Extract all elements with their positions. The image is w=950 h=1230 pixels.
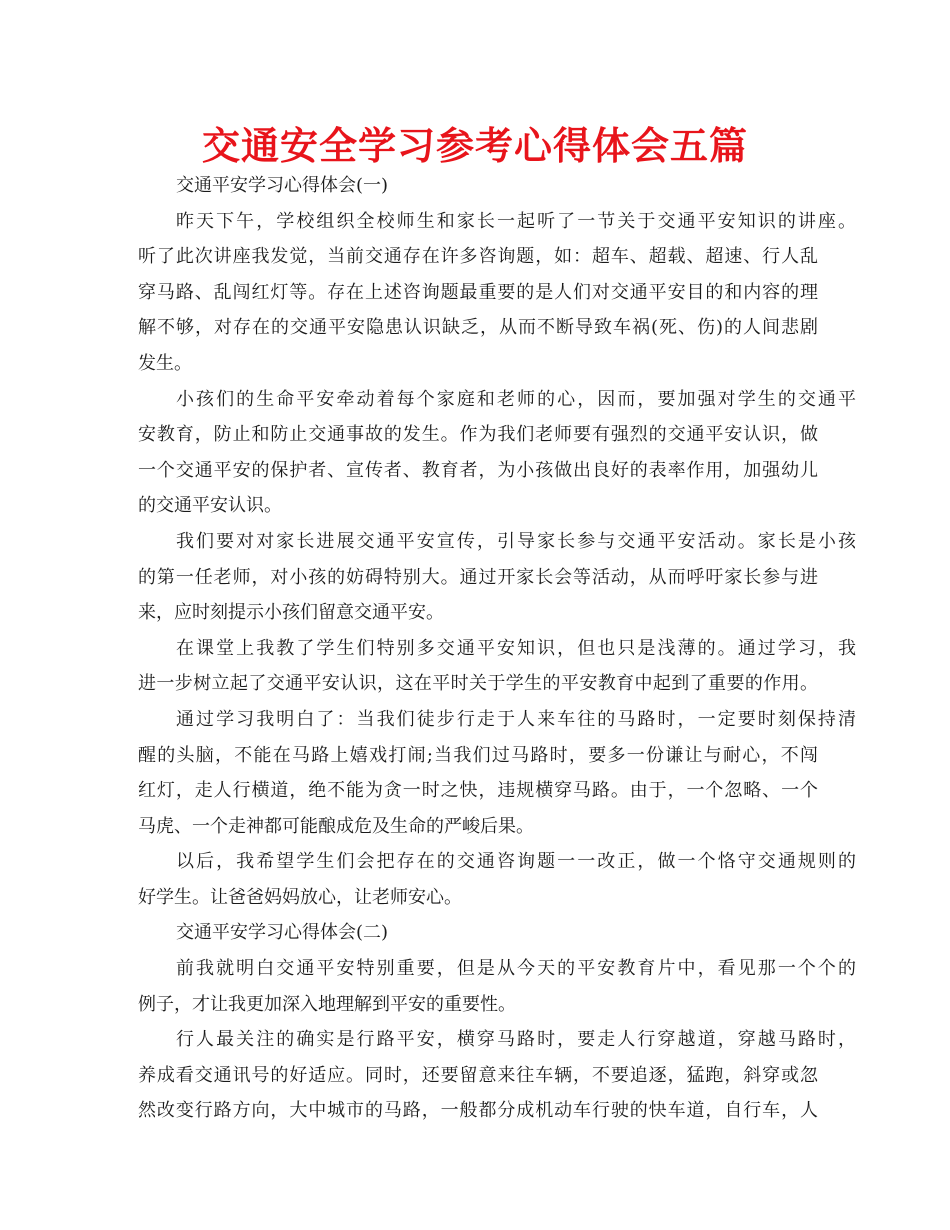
text-line: 在课堂上我教了学生们特别多交通平安知识，但也只是浅薄的。通过学习，我	[176, 637, 856, 659]
text-line: 然改变行路方向，大中城市的马路，一般都分成机动车行驶的快车道，自行车，人	[138, 1100, 818, 1122]
text-line: 的交通平安认识。	[138, 495, 282, 517]
text-line: 以后，我希望学生们会把存在的交通咨询题一一改正，做一个恪守交通规则的	[176, 851, 856, 873]
text-line: 穿马路、乱闯红灯等。存在上述咨询题最重要的是人们对交通平安目的和内容的理	[138, 281, 818, 303]
text-line: 发生。	[138, 352, 192, 374]
text-line: 我们要对对家长进展交通平安宣传，引导家长参与交通平安活动。家长是小孩	[176, 530, 856, 552]
text-line: 听了此次讲座我发觉，当前交通存在许多咨询题，如：超车、超载、超速、行人乱	[138, 246, 818, 268]
text-line: 好学生。让爸爸妈妈放心，让老师安心。	[138, 886, 462, 908]
text-line: 昨天下午，学校组织全校师生和家长一起听了一节关于交通平安知识的讲座。	[176, 210, 856, 232]
text-line: 交通平安学习心得体会(一)	[176, 175, 389, 196]
text-line: 一个交通平安的保护者、宣传者、教育者，为小孩做出良好的表率作用，加强幼儿	[138, 459, 818, 481]
text-line: 安教育，防止和防止交通事故的发生。作为我们老师要有强烈的交通平安认识，做	[138, 424, 818, 446]
text-line: 进一步树立起了交通平安认识，这在平时关于学生的平安教育中起到了重要的作用。	[138, 673, 818, 695]
text-line: 通过学习我明白了：当我们徒步行走于人来车往的马路时，一定要时刻保持清	[176, 708, 856, 730]
document-body	[138, 168, 856, 1129]
text-line: 行人最关注的确实是行路平安，横穿马路时，要走人行穿越道，穿越马路时，	[176, 1029, 856, 1051]
text-line: 马虎、一个走神都可能酿成危及生命的严峻后果。	[138, 815, 534, 837]
text-line: 小孩们的生命平安牵动着每个家庭和老师的心，因而，要加强对学生的交通平	[176, 388, 856, 410]
text-line: 前我就明白交通平安特别重要，但是从今天的平安教育片中，看见那一个个的	[176, 958, 856, 980]
text-line: 交通平安学习心得体会(二)	[176, 922, 389, 944]
text-line: 养成看交通讯号的好适应。同时，还要留意来往车辆，不要追逐，猛跑，斜穿或忽	[138, 1064, 818, 1086]
text-line: 例子，才让我更加深入地理解到平安的重要性。	[138, 993, 516, 1015]
text-line: 的第一任老师，对小孩的妨碍特别大。通过开家长会等活动，从而呼吁家长参与进	[138, 566, 818, 588]
text-line: 醒的头脑，不能在马路上嬉戏打闹;当我们过马路时，要多一份谦让与耐心，不闯	[138, 744, 818, 766]
document-title: 交通安全学习参考心得体会五篇	[201, 124, 748, 168]
text-line: 来，应时刻提示小孩们留意交通平安。	[138, 602, 444, 624]
text-line: 解不够，对存在的交通平安隐患认识缺乏，从而不断导致车祸(死、伤)的人间悲剧	[138, 317, 818, 339]
text-line: 红灯，走人行横道，绝不能为贪一时之快，违规横穿马路。由于，一个忽略、一个	[138, 780, 818, 802]
